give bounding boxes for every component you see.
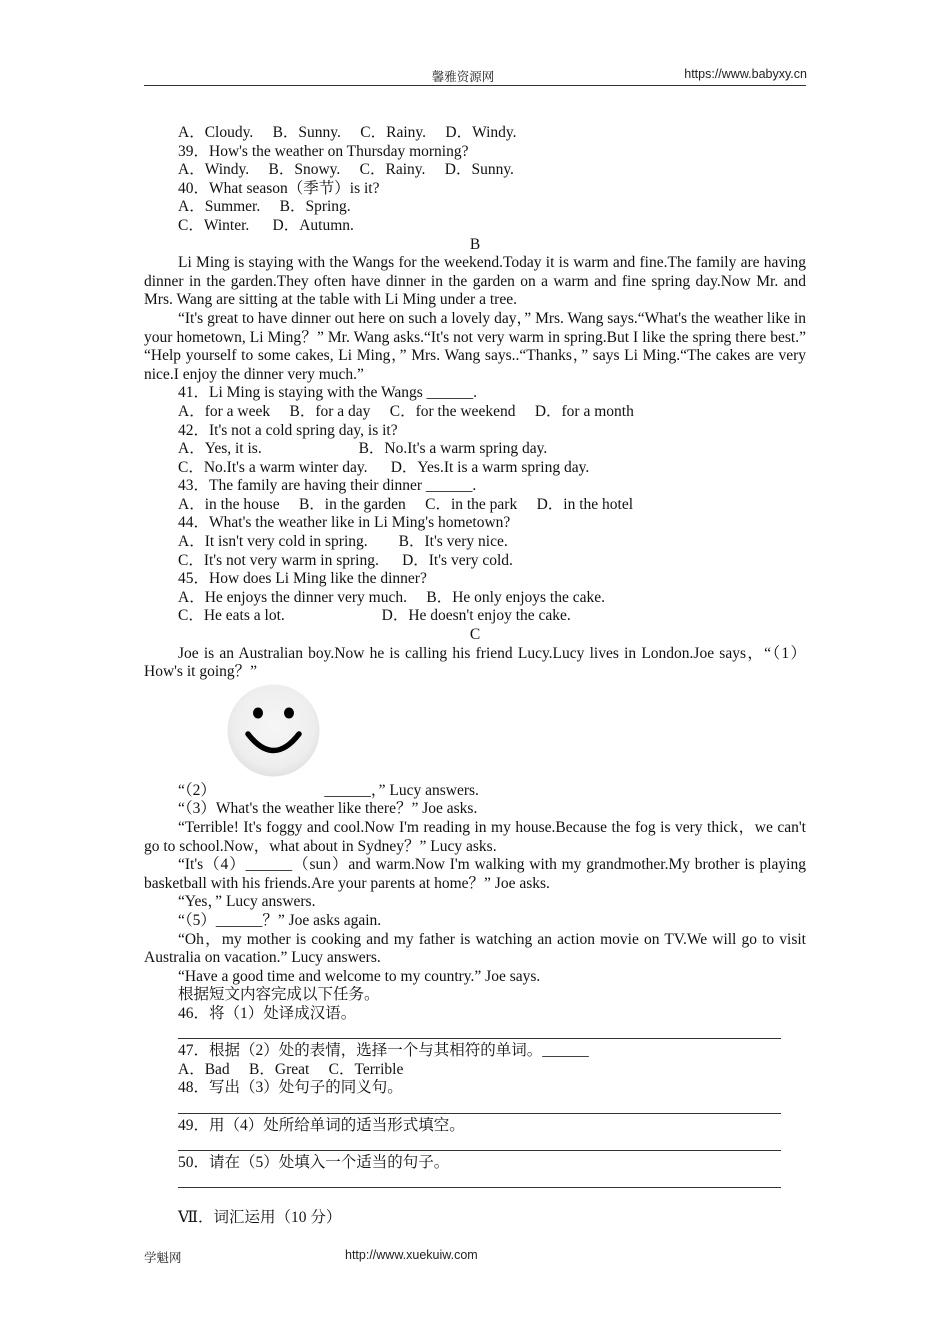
passage-b-paragraph: Li Ming is staying with the Wangs for the weekend.Today it is warm and fine.The family are having dinner in the garden.They often have dinner in the garden on a warm and fine spring day.Now Mr. and Mrs. Wang are sitting at the table with Li Ming under a tree. [144, 254, 806, 309]
dialog-paragraph: “Oh，my mother is cooking and my father is watching an action movie on TV.We will go to visit Australia on vacation.” Lucy answers. [144, 930, 806, 967]
dialog-oh [144, 931, 806, 968]
smiley-area [144, 682, 806, 782]
document-body [144, 124, 806, 1228]
answer-line-46[interactable] [144, 1024, 806, 1043]
passage-b-paragraph: “It's great to have dinner out here on such a lovely day，” Mrs. Wang says.“What's the weather like in your hometown, Li Ming？” Mr. Wang asks.“It's not very warm in spring.But I like the spring there best.” “Help yourself to some cakes, Li Ming，” Mrs. Wang says..“Thanks，” says Li Ming.“The cakes are very nice.I enjoy the dinner very much.” [144, 309, 806, 383]
option-line: C．He eats a lot. D．He doesn't enjoy the cake. [178, 607, 571, 625]
question-48: 48．写出（3）处句子的同义句。 [178, 1079, 403, 1097]
question-47: 47．根据（2）处的表情，选择一个与其相符的单词。______ [178, 1042, 589, 1060]
smiley-face-icon [226, 683, 321, 778]
section-c-label: C [469, 626, 481, 644]
question-line: 43．The family are having their dinner ______. [178, 477, 477, 495]
question-49: 49．用（4）处所给单词的适当形式填空。 [178, 1116, 465, 1134]
answer-line-49[interactable] [144, 1135, 806, 1154]
option-line: A．He enjoys the dinner very much. B．He only enjoys the cake. [178, 588, 606, 606]
answer-line-48[interactable] [144, 1098, 806, 1117]
dialog-terrible [144, 819, 806, 856]
question-46: 46．将（1）处译成汉语。 [178, 1004, 357, 1022]
dialog-line-2: “（2） ______，” Lucy answers. [178, 781, 479, 799]
answer-line-50[interactable] [144, 1172, 806, 1191]
section-vii-heading: Ⅶ．词汇运用（10 分） [178, 1209, 342, 1227]
dialog-line-welcome: “Have a good time and welcome to my country.” Joe says. [178, 967, 541, 985]
section-b-label: B [469, 235, 481, 253]
passage-b [144, 254, 806, 384]
option-line: A．for a week B．for a day C．for the weekend D．for a month [178, 402, 634, 420]
option-line: A．in the house B．in the garden C．in the park D．in the hotel [178, 495, 634, 513]
question-line: 42．It's not a cold spring day, is it? [178, 421, 398, 439]
header-url[interactable]: https://www.babyxy.cn [684, 67, 807, 81]
question-47-options: A．Bad B．Great C．Terrible [178, 1060, 404, 1078]
footer-site-name: 学魁网 [144, 1250, 182, 1265]
header-divider [144, 85, 806, 86]
option-line: C．Winter. D．Autumn. [178, 216, 354, 234]
question-line: 39．How's the weather on Thursday morning? [178, 142, 469, 160]
option-line: A．Cloudy. B．Sunny. C．Rainy. D．Windy. [178, 124, 517, 141]
option-line: C．It's not very warm in spring. D．It's very cold. [178, 551, 513, 569]
question-50: 50．请在（5）处填入一个适当的句子。 [178, 1153, 450, 1171]
dialog-line-yes: “Yes，” Lucy answers. [178, 893, 316, 911]
dialog-line-3: “（3）What's the weather like there？” Joe asks. [178, 800, 478, 818]
task-intro: 根据短文内容完成以下任务。 [178, 986, 380, 1004]
dialog-4 [144, 856, 806, 893]
option-line: A．Yes, it is. B．No.It's a warm spring day. [178, 440, 548, 458]
passage-c-intro [144, 645, 806, 682]
passage-c-paragraph: Joe is an Australian boy.Now he is calling his friend Lucy.Lucy lives in London.Joe says，“（1）How's it going？” [144, 644, 806, 681]
option-line: A．It isn't very cold in spring. B．It's very nice. [178, 533, 508, 551]
option-line: A．Summer. B．Spring. [178, 198, 351, 216]
question-line: 41．Li Ming is staying with the Wangs ______. [178, 384, 477, 402]
dialog-paragraph: “Terrible! It's foggy and cool.Now I'm reading in my house.Because the fog is very thick，we can't go to school.Now，what about in Sydney？” Lucy asks. [144, 819, 806, 855]
question-line: 40．What season（季节）is it? [178, 179, 380, 197]
question-line: 44．What's the weather like in Li Ming's hometown? [178, 514, 511, 532]
dialog-paragraph: “It's（4）______（sun）and warm.Now I'm walking with my grandmother.My brother is playing basketball with his friends.Are your parents at home？” Joe asks. [144, 856, 806, 892]
spacer [144, 1191, 806, 1210]
footer-url[interactable]: http://www.xuekuiw.com [345, 1248, 478, 1262]
option-line: A．Windy. B．Snowy. C．Rainy. D．Sunny. [178, 161, 514, 179]
option-line: C．No.It's a warm winter day. D．Yes.It is a warm spring day. [178, 458, 590, 476]
header-site-name: 馨雅资源网 [431, 69, 495, 84]
dialog-line-5: “（5）______？” Joe asks again. [178, 911, 382, 929]
question-line: 45．How does Li Ming like the dinner? [178, 570, 427, 588]
